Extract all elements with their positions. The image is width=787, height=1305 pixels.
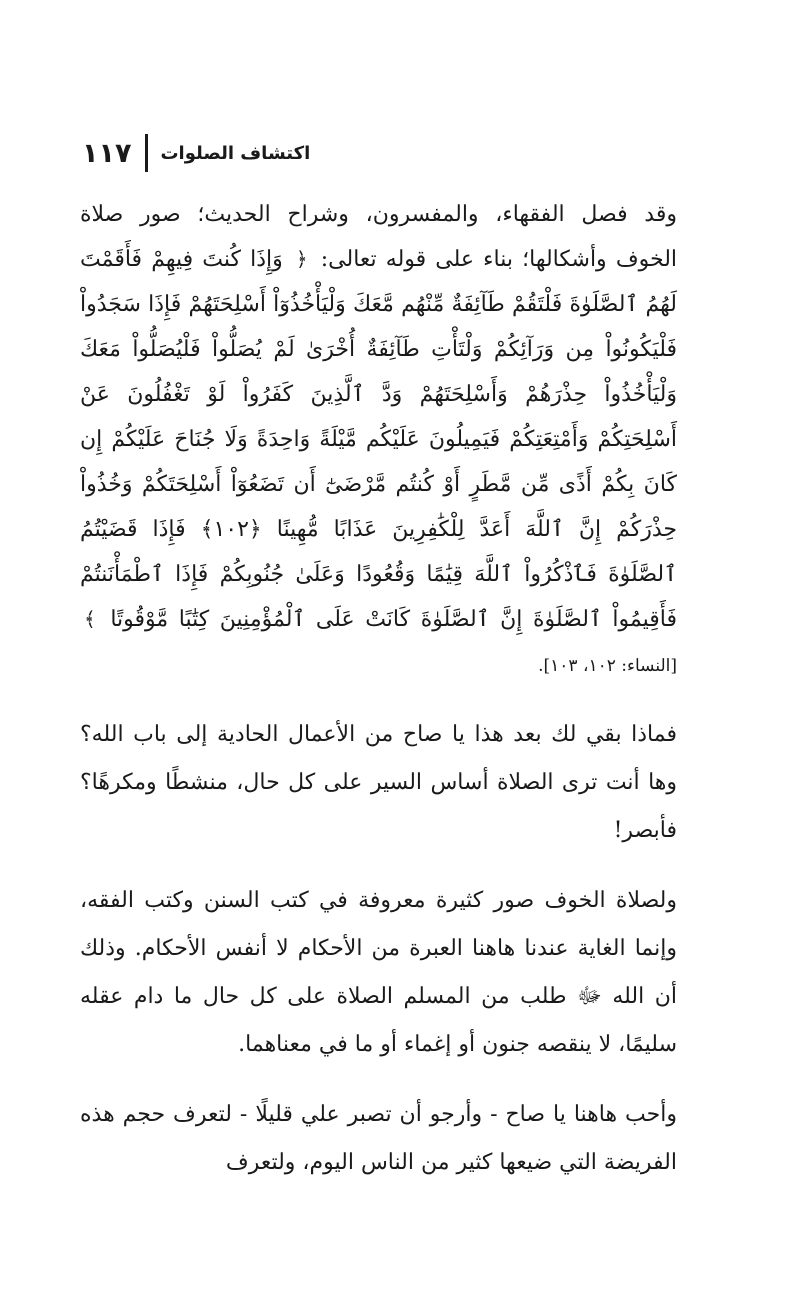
- header-divider: [145, 134, 148, 172]
- quran-verse: وَإِذَا كُنتَ فِيهِمْ فَأَقَمْتَ لَهُمُ ٱلصَّلَوٰةَ فَلْتَقُمْ طَآئِفَةٌ مِّنْهُم مَّعَكَ وَلْيَأْخُذُوٓاْ أَسْلِحَتَهُمْ فَإِذَا سَجَدُواْ فَلْيَكُونُواْ مِن وَرَآئِكُمْ وَلْتَأْتِ طَآئِفَةٌ أُخْرَىٰ لَمْ يُصَلُّواْ فَلْيُصَلُّواْ مَعَكَ وَلْيَأْخُذُواْ حِذْرَهُمْ وَأَسْلِحَتَهُمْ وَدَّ ٱلَّذِينَ كَفَرُواْ لَوْ تَغْفُلُونَ عَنْ أَسْلِحَتِكُمْ وَأَمْتِعَتِكُمْ فَيَمِيلُونَ عَلَيْكُم مَّيْلَةً وَاحِدَةً وَلَا جُنَاحَ عَلَيْكُمْ إِن كَانَ بِكُمْ أَذًى مِّن مَّطَرٍ أَوْ كُنتُم مَّرْضَىٰٓ أَن تَضَعُوٓاْ أَسْلِحَتَكُمْ وَخُذُواْ حِذْرَكُمْ إِنَّ ٱللَّهَ أَعَدَّ لِلْكَٰفِرِينَ عَذَابًا مُّهِينًا ﴿١٠٢﴾ فَإِذَا قَضَيْتُمُ ٱلصَّلَوٰةَ فَٱذْكُرُواْ ٱللَّهَ قِيَٰمًا وَقُعُودًا وَعَلَىٰ جُنُوبِكُمْ فَإِذَا ٱطْمَأْنَنتُمْ فَأَقِيمُواْ ٱلصَّلَوٰةَ إِنَّ ٱلصَّلَوٰةَ كَانَتْ عَلَى ٱلْمُؤْمِنِينَ كِتَٰبًا مَّوْقُوتًا: [80, 247, 677, 632]
- intro-text: وقد فصل الفقهاء، والمفسرون، وشراح الحديث؛ صور صلاة الخوف وأشكالها؛ بناء على قوله تعالى:: [80, 202, 678, 272]
- page-number: ١١٧: [82, 137, 132, 169]
- paragraph-3: ولصلاة الخوف صور كثيرة معروفة في كتب السنن وكتب الفقه، وإنما الغاية عندنا هاهنا العبرة من الأحكام لا أنفس الأحكام. وذلك أن الله ﷻ طلب من المسلم الصلاة على كل حال ما دام عقله سليمًا، لا ينقصه جنون أو إغماء أو ما في معناهما.: [80, 888, 677, 1057]
- paragraph-2: فماذا بقي لك بعد هذا يا صاح من الأعمال الحادية إلى باب الله؟ وها أنت ترى الصلاة أساس السير على كل حال، منشطًا ومكرهًا؟ فأبصر!: [80, 722, 677, 843]
- page-header: [82, 128, 627, 178]
- paragraph-4: وأحب هاهنا يا صاح - وأرجو أن تصبر علي قليلًا - لتعرف حجم هذه الفريضة التي ضيعها كثير من الناس اليوم، ولتعرف: [80, 1102, 677, 1175]
- verse-close-bracket: ﴾: [84, 607, 96, 631]
- running-title: اكتشاف الصلوات: [160, 142, 311, 164]
- verse-reference: [النساء: ١٠٢، ١٠٣].: [538, 656, 677, 676]
- page-body: [80, 192, 677, 1187]
- intro-and-verse-paragraph: [80, 192, 677, 689]
- verse-open-bracket: ﴿: [295, 247, 308, 271]
